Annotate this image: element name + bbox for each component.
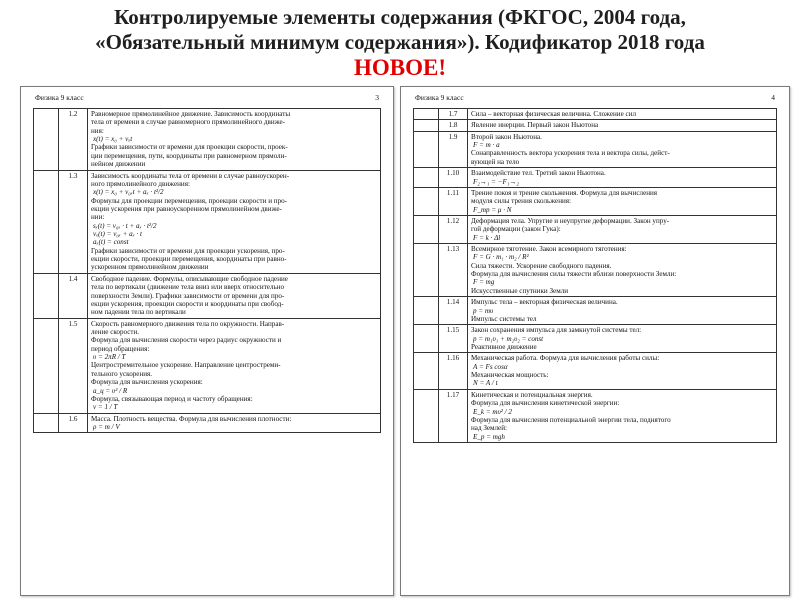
text-line: над Землей: [471,424,507,433]
row-marker-cell [414,389,439,442]
text-line: Масса. Плотность вещества. Формула для вычисления плотности: [91,414,292,423]
row-marker-cell [414,168,439,188]
row-marker-cell [34,109,59,171]
table-row [414,109,777,120]
formula-line: A = Fs cosα [473,362,508,371]
element-description [88,170,381,273]
row-marker-cell [414,244,439,297]
element-code: 1.13 [439,244,468,297]
page-header [35,93,379,105]
element-description [468,325,777,353]
row-marker-cell [34,318,59,413]
new-label: НОВОЕ! [353,55,446,80]
text-line: ном падении тела по вертикали [91,308,186,317]
table-row [414,120,777,131]
text-line: Взаимодействие тел. Третий закон Ньютона. [471,169,606,178]
text-line: ции перемещения, пути, координаты при равномерном прямоли- [91,151,287,160]
element-description [468,353,777,389]
element-code: 1.11 [439,187,468,215]
document-page-right [400,86,790,596]
element-code: 1.6 [59,413,88,433]
formula-line: vₓ(t) = v₀ₓ + aₓ · t [93,230,143,239]
text-line: ление скорости. [91,327,140,336]
row-marker-cell [414,120,439,131]
table-row [414,187,777,215]
row-marker-cell [414,131,439,167]
element-code: 1.16 [439,353,468,389]
text-line: Закон сохранения импульса для замкнутой системы тел: [471,326,642,335]
formula-line: a_ц = υ² / R [93,386,128,395]
text-line: Всемирное тяготение. Закон всемирного тяготения: [471,245,627,254]
element-code: 1.5 [59,318,88,413]
formula-line: υ = 2πR / T [93,353,126,362]
element-description [468,120,777,131]
text-line: Сила тяжести. Ускорение свободного падения. [471,261,612,270]
text-line: Формула для вычисления потенциальной энергии тела, поднятого [471,415,671,424]
table-row [34,109,381,171]
text-line: Трение покоя и трение скольжения. Формула для вычисления [471,188,658,197]
text-line: нейном движении [91,160,146,169]
formula-line: x(t) = x₀ + vₓt [93,135,133,144]
row-marker-cell [34,413,59,433]
table-row [414,131,777,167]
codifier-table [413,108,777,443]
element-description [468,244,777,297]
element-description [468,215,777,243]
text-line: Скорость равномерного движения тела по окружности. Направ- [91,319,285,328]
table-row [414,325,777,353]
element-description [88,109,381,171]
table-row [414,215,777,243]
text-line: екции ускорения, проекции скорости и координаты при свобод- [91,299,284,308]
text-line: Импульс системы тел [471,314,537,323]
row-marker-cell [34,170,59,273]
element-code: 1.14 [439,297,468,325]
formula-line: p = mυ [473,306,494,315]
table-row [414,168,777,188]
formula-line: ν = 1 / T [93,403,118,412]
text-line: Формула, связывающая период и частоту обращения: [91,394,253,403]
formula-line: N = A / t [473,379,498,388]
formula-line: x(t) = x₀ + v₀ₓt + aₓ · t²/2 [93,188,164,197]
row-marker-cell [414,187,439,215]
text-line: Реактивное движение [471,342,537,351]
text-line: Формула для вычисления скорости через радиус окружности и [91,336,282,345]
text-line: Равномерное прямолинейное движение. Зависимость координаты [91,110,291,118]
element-description [88,413,381,433]
formula-line: F_тр = μ · N [473,205,512,214]
row-marker-cell [414,353,439,389]
element-code: 1.4 [59,273,88,318]
text-line: Формула для вычисления ускорения: [91,378,203,387]
text-line: Центростремительное ускорение. Направление центростреми- [91,361,281,370]
element-code: 1.9 [439,131,468,167]
element-code: 1.12 [439,215,468,243]
text-line: вующей на тело [471,157,520,166]
formula-line: sₓ(t) = v₀ₓ · t + aₓ · t²/2 [93,221,157,230]
text-line: Формулы для проекции перемещения, проекции скорости и про- [91,196,288,205]
text-line: Формула для вычисления кинетической энергии: [471,399,620,408]
text-line: Графики зависимости от времени для проекции скорости, проек- [91,143,288,152]
table-row [34,273,381,318]
table-row [414,297,777,325]
table-row [414,353,777,389]
table-row [34,318,381,413]
text-line: модуля силы трения скольжения: [471,197,572,206]
element-code: 1.3 [59,170,88,273]
formula-line: F = k · Δl [473,233,501,242]
header-line-2: «Обязательный минимум содержания»). Кодификатор 2018 года [95,30,705,54]
text-line: тела от времени в случае равномерного прямолинейного движе- [91,118,286,127]
element-description [468,297,777,325]
formula-line: F = m · a [473,141,500,150]
page-number: 4 [771,93,775,102]
text-line: Зависимость координаты тела от времени в случае равноускорен- [91,171,290,180]
text-line: гой деформации (закон Гука): [471,225,561,234]
document-page-left [20,86,394,596]
element-code: 1.15 [439,325,468,353]
text-line: Формула для вычисления силы тяжести вблизи поверхности Земли: [471,270,677,279]
header-line-1: Контролируемые элементы содержания (ФКГОС, 2004 года, [114,5,686,29]
page-number: 3 [375,93,379,102]
table-row [414,244,777,297]
element-description [468,389,777,442]
row-marker-cell [414,325,439,353]
text-line: тельного ускорения. [91,369,153,378]
element-description [468,187,777,215]
row-marker-cell [414,215,439,243]
row-marker-cell [34,273,59,318]
text-line: Явление инерции. Первый закон Ньютона [471,121,599,130]
row-marker-cell [414,297,439,325]
table-row [34,413,381,433]
formula-line: F = G · m₁ · m₂ / R² [473,253,529,262]
text-line: Сонаправленность вектора ускорения тела и вектора силы, дейст- [471,149,670,158]
page-title: Физика 9 класс [415,93,464,102]
text-line: Второй закон Ньютона. [471,132,542,141]
text-line: ускоренном прямолинейном движении [91,263,209,272]
text-line: екции скорости, проекции перемещения, координаты при равно- [91,255,287,264]
formula-line: F = mg [473,278,495,287]
page-title: Физика 9 класс [35,93,84,102]
text-line: Импульс тела – векторная физическая величина. [471,298,618,307]
formula-line: E_k = mυ² / 2 [473,407,512,416]
text-line: период обращения: [91,344,150,353]
element-description [88,318,381,413]
text-line: Сила – векторная физическая величина. Сложение сил [471,110,637,118]
text-line: Графики зависимости от времени для проекции ускорения, про- [91,246,285,255]
codifier-table [33,108,381,433]
text-line: Механическая мощность: [471,371,549,380]
formula-line: p = m₁υ₁ + m₂υ₂ = const [473,334,544,343]
table-row [414,389,777,442]
element-code: 1.8 [439,120,468,131]
element-description [88,273,381,318]
element-code: 1.17 [439,389,468,442]
text-line: Свободное падение. Формулы, описывающие свободное падение [91,274,288,283]
text-line: тела по вертикали (движение тела вниз или вверх относительно [91,283,285,292]
formula-line: ρ = m / V [93,422,120,431]
text-line: Искусственные спутники Земли [471,286,569,295]
text-line: Кинетическая и потенциальная энергия. [471,390,593,399]
table-row [34,170,381,273]
text-line: ния: [91,126,104,135]
page-header [415,93,775,105]
text-line: ного прямолинейного движения: [91,179,190,188]
element-description [468,168,777,188]
element-code: 1.7 [439,109,468,120]
element-description [468,109,777,120]
element-code: 1.10 [439,168,468,188]
text-line: екции ускорения при равноускоренном прямолинейном движе- [91,204,282,213]
formula-line: E_p = mgh [473,432,505,441]
text-line: Механическая работа. Формула для вычисления работы силы: [471,354,660,363]
formula-line: aₓ(t) = const [93,238,129,247]
text-line: поверхности Земли). Графики зависимости от времени для про- [91,291,285,300]
row-marker-cell [414,109,439,120]
element-code: 1.2 [59,109,88,171]
formula-line: F₂→₁ = −F₁→₂ [473,177,519,186]
element-description [468,131,777,167]
text-line: Деформация тела. Упругие и неупругие деформации. Закон упру- [471,216,670,225]
text-line: нии: [91,213,105,222]
